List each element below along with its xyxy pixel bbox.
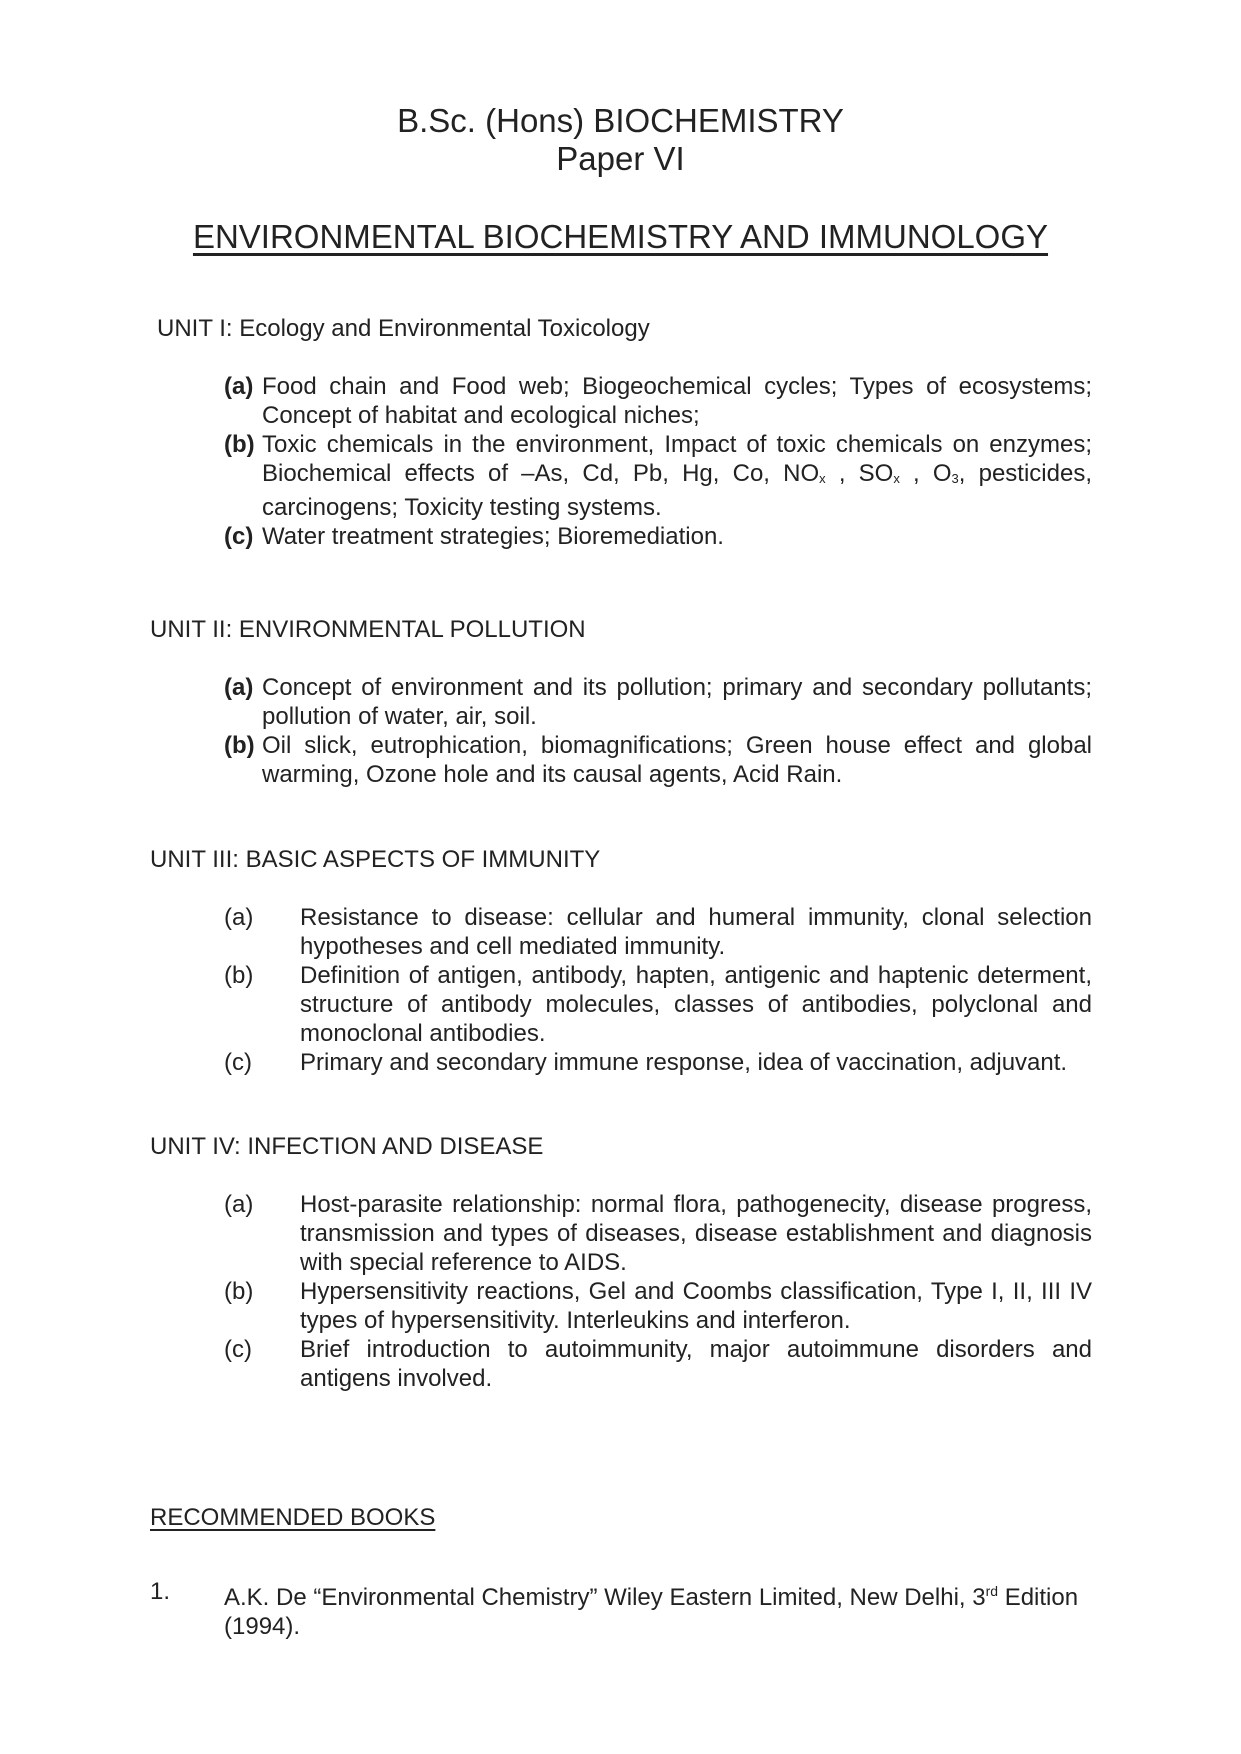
- item-label: (a): [224, 373, 254, 400]
- item-text: Definition of antigen, antibody, hapten, antigenic and haptenic determent, structure of antibody molecules, classes of antibodies, polyclonal and monoclonal antibodies.: [300, 962, 1092, 1047]
- book-entry: [150, 1577, 1092, 1641]
- unit-3-items: [224, 903, 1092, 1077]
- item-label: (a): [224, 1191, 254, 1218]
- item-label: (b): [224, 431, 255, 458]
- item-text: Food chain and Food web; Biogeochemical cycles; Types of ecosystems; Concept of habitat and ecological niches;: [262, 373, 1092, 429]
- subject-title: ENVIRONMENTAL BIOCHEMISTRY AND IMMUNOLOGY: [192, 218, 1049, 255]
- list-item: [224, 903, 1092, 961]
- unit-2-items: [224, 673, 1092, 789]
- unit-3-heading: UNIT III: BASIC ASPECTS OF IMMUNITY: [150, 846, 601, 873]
- item-text: Hypersensitivity reactions, Gel and Coombs classification, Type I, II, III IV types of hypersensitivity. Interleukins and interferon.: [300, 1278, 1092, 1334]
- item-text: Primary and secondary immune response, idea of vaccination, adjuvant.: [300, 1049, 1068, 1076]
- unit-2-heading: UNIT II: ENVIRONMENTAL POLLUTION: [150, 616, 586, 643]
- item-text: Toxic chemicals in the environment, Impact of toxic chemicals on enzymes; Biochemical effects of –As, Cd, Pb, Hg, Co, $NO_x$ , $SO_x$ , $O_3$, pesticides, carcinogens; Toxicity testing systems.: [262, 431, 1092, 521]
- item-label: (a): [224, 674, 254, 701]
- item-text: Water treatment strategies; Bioremediation.: [262, 523, 724, 550]
- unit-1-items: [224, 372, 1092, 551]
- item-text: Oil slick, eutrophication, biomagnifications; Green house effect and global warming, Ozone hole and its causal agents, Acid Rain.: [262, 732, 1092, 788]
- item-text: Concept of environment and its pollution; primary and secondary pollutants; pollution of water, air, soil.: [262, 674, 1092, 730]
- item-text: Host-parasite relationship: normal flora, pathogenecity, disease progress, transmission and types of diseases, disease establishment and diagnosis with special reference to AIDS.: [300, 1191, 1092, 1276]
- item-label: (c): [224, 1049, 252, 1076]
- list-item: [224, 372, 1092, 430]
- item-text: Resistance to disease: cellular and humeral immunity, clonal selection hypotheses and cell mediated immunity.: [300, 904, 1092, 960]
- list-item: [224, 1277, 1092, 1335]
- book-text: A.K. De “Environmental Chemistry” Wiley Eastern Limited, New Delhi, 3rd Edition (1994).: [224, 1583, 1079, 1640]
- item-label: (c): [224, 1336, 252, 1363]
- paper-number: Paper VI: [556, 140, 685, 177]
- unit-4-heading: UNIT IV: INFECTION AND DISEASE: [150, 1133, 544, 1160]
- item-label: (b): [224, 732, 255, 759]
- list-item: [224, 673, 1092, 731]
- list-item: [224, 961, 1092, 1048]
- unit-1-heading: UNIT I: Ecology and Environmental Toxicology: [157, 315, 650, 342]
- recommended-books-heading: RECOMMENDED BOOKS: [150, 1504, 436, 1531]
- list-item: [224, 522, 1092, 551]
- item-label: (b): [224, 1278, 254, 1305]
- item-label: (a): [224, 904, 254, 931]
- unit-4-items: [224, 1190, 1092, 1393]
- list-item: [224, 430, 1092, 522]
- list-item: [224, 1048, 1092, 1077]
- item-text: Brief introduction to autoimmunity, major autoimmune disorders and antigens involved.: [300, 1336, 1092, 1392]
- book-number: 1.: [150, 1578, 171, 1605]
- title-block: [0, 102, 1241, 178]
- item-label: (b): [224, 962, 254, 989]
- list-item: [224, 1335, 1092, 1393]
- list-item: [224, 1190, 1092, 1277]
- list-item: [224, 731, 1092, 789]
- item-label: (c): [224, 523, 254, 550]
- course-title: B.Sc. (Hons) BIOCHEMISTRY: [397, 102, 844, 139]
